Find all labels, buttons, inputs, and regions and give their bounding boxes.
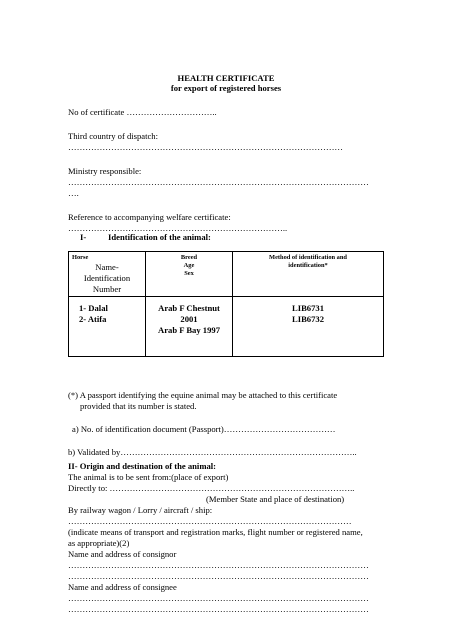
transport-label: By railway wagon / Lorry / aircraft / ship: — [68, 505, 213, 515]
transport-means-note: (indicate means of transport and registration marks, flight number or registered name, — [68, 527, 363, 537]
table-row — [69, 297, 384, 357]
third-country-dots: …………………………………………………………………………………… — [68, 142, 343, 152]
header-breed-age-sex: Breed Age Sex — [146, 252, 233, 297]
third-country-label: Third country of dispatch: — [68, 131, 158, 141]
horse-identification-table — [68, 251, 384, 357]
item-b-validated-by: b) Validated by……………………………………………………………………….. — [68, 447, 357, 457]
consignor-dots: …………………………………………………………………………………………… — [68, 560, 369, 570]
passport-note: (*) A passport identifying the equine animal may be attached to this certificate — [68, 390, 338, 400]
document-subtitle: for export of registered horses — [170, 83, 282, 93]
reference-label: Reference to accompanying welfare certificate: — [68, 212, 231, 222]
ministry-label: Ministry responsible: — [68, 166, 142, 176]
document-title: HEALTH CERTIFICATE — [177, 73, 275, 83]
table-header-row — [69, 252, 384, 297]
section-1-number: I- — [80, 232, 87, 242]
passport-note-continued: provided that its number is stated. — [80, 401, 197, 411]
header-horse: Horse Name- Identification Number — [69, 252, 146, 297]
member-state-note: (Member State and place of destination) — [206, 494, 345, 504]
reference-dots: ………………………………………………………………….. — [68, 223, 288, 233]
ministry-dots-continued: …. — [68, 188, 79, 198]
section-1-title: Identification of the animal: — [108, 232, 211, 242]
consignor-label: Name and address of consignor — [68, 549, 177, 559]
transport-dots: ……………………………………………………………………………………… — [68, 516, 352, 526]
consignee-dots-continued: …………………………………………………………………………………………… — [68, 604, 369, 614]
section-2-title: II- Origin and destination of the animal: — [68, 461, 217, 471]
transport-means-note-continued: as appropriate)(2) — [68, 538, 130, 548]
consignee-dots: …………………………………………………………………………………………… — [68, 593, 369, 603]
ministry-dots: …………………………………………………………………………………………… — [68, 177, 369, 187]
breed-cell: Arab F Chestnut 2001 Arab F Bay 1997 — [146, 297, 233, 357]
consignor-dots-continued: …………………………………………………………………………………………… — [68, 571, 369, 581]
consignee-label: Name and address of consignee — [68, 582, 177, 592]
sent-from-label: The animal is to be sent from:(place of export) — [68, 472, 229, 482]
item-a-identification-document: a) No. of identification document (Passport)………………………………… — [72, 424, 336, 434]
directly-to-line: Directly to: ………………………………………………………………………….. — [68, 483, 355, 493]
horse-cell: 1- Dalal 2- Atifa — [69, 297, 146, 357]
certificate-number-line: No of certificate ………………………….. — [68, 107, 217, 117]
header-method: Method of identification and identification* — [233, 252, 384, 297]
method-cell: LIB6731 LIB6732 — [233, 297, 384, 357]
